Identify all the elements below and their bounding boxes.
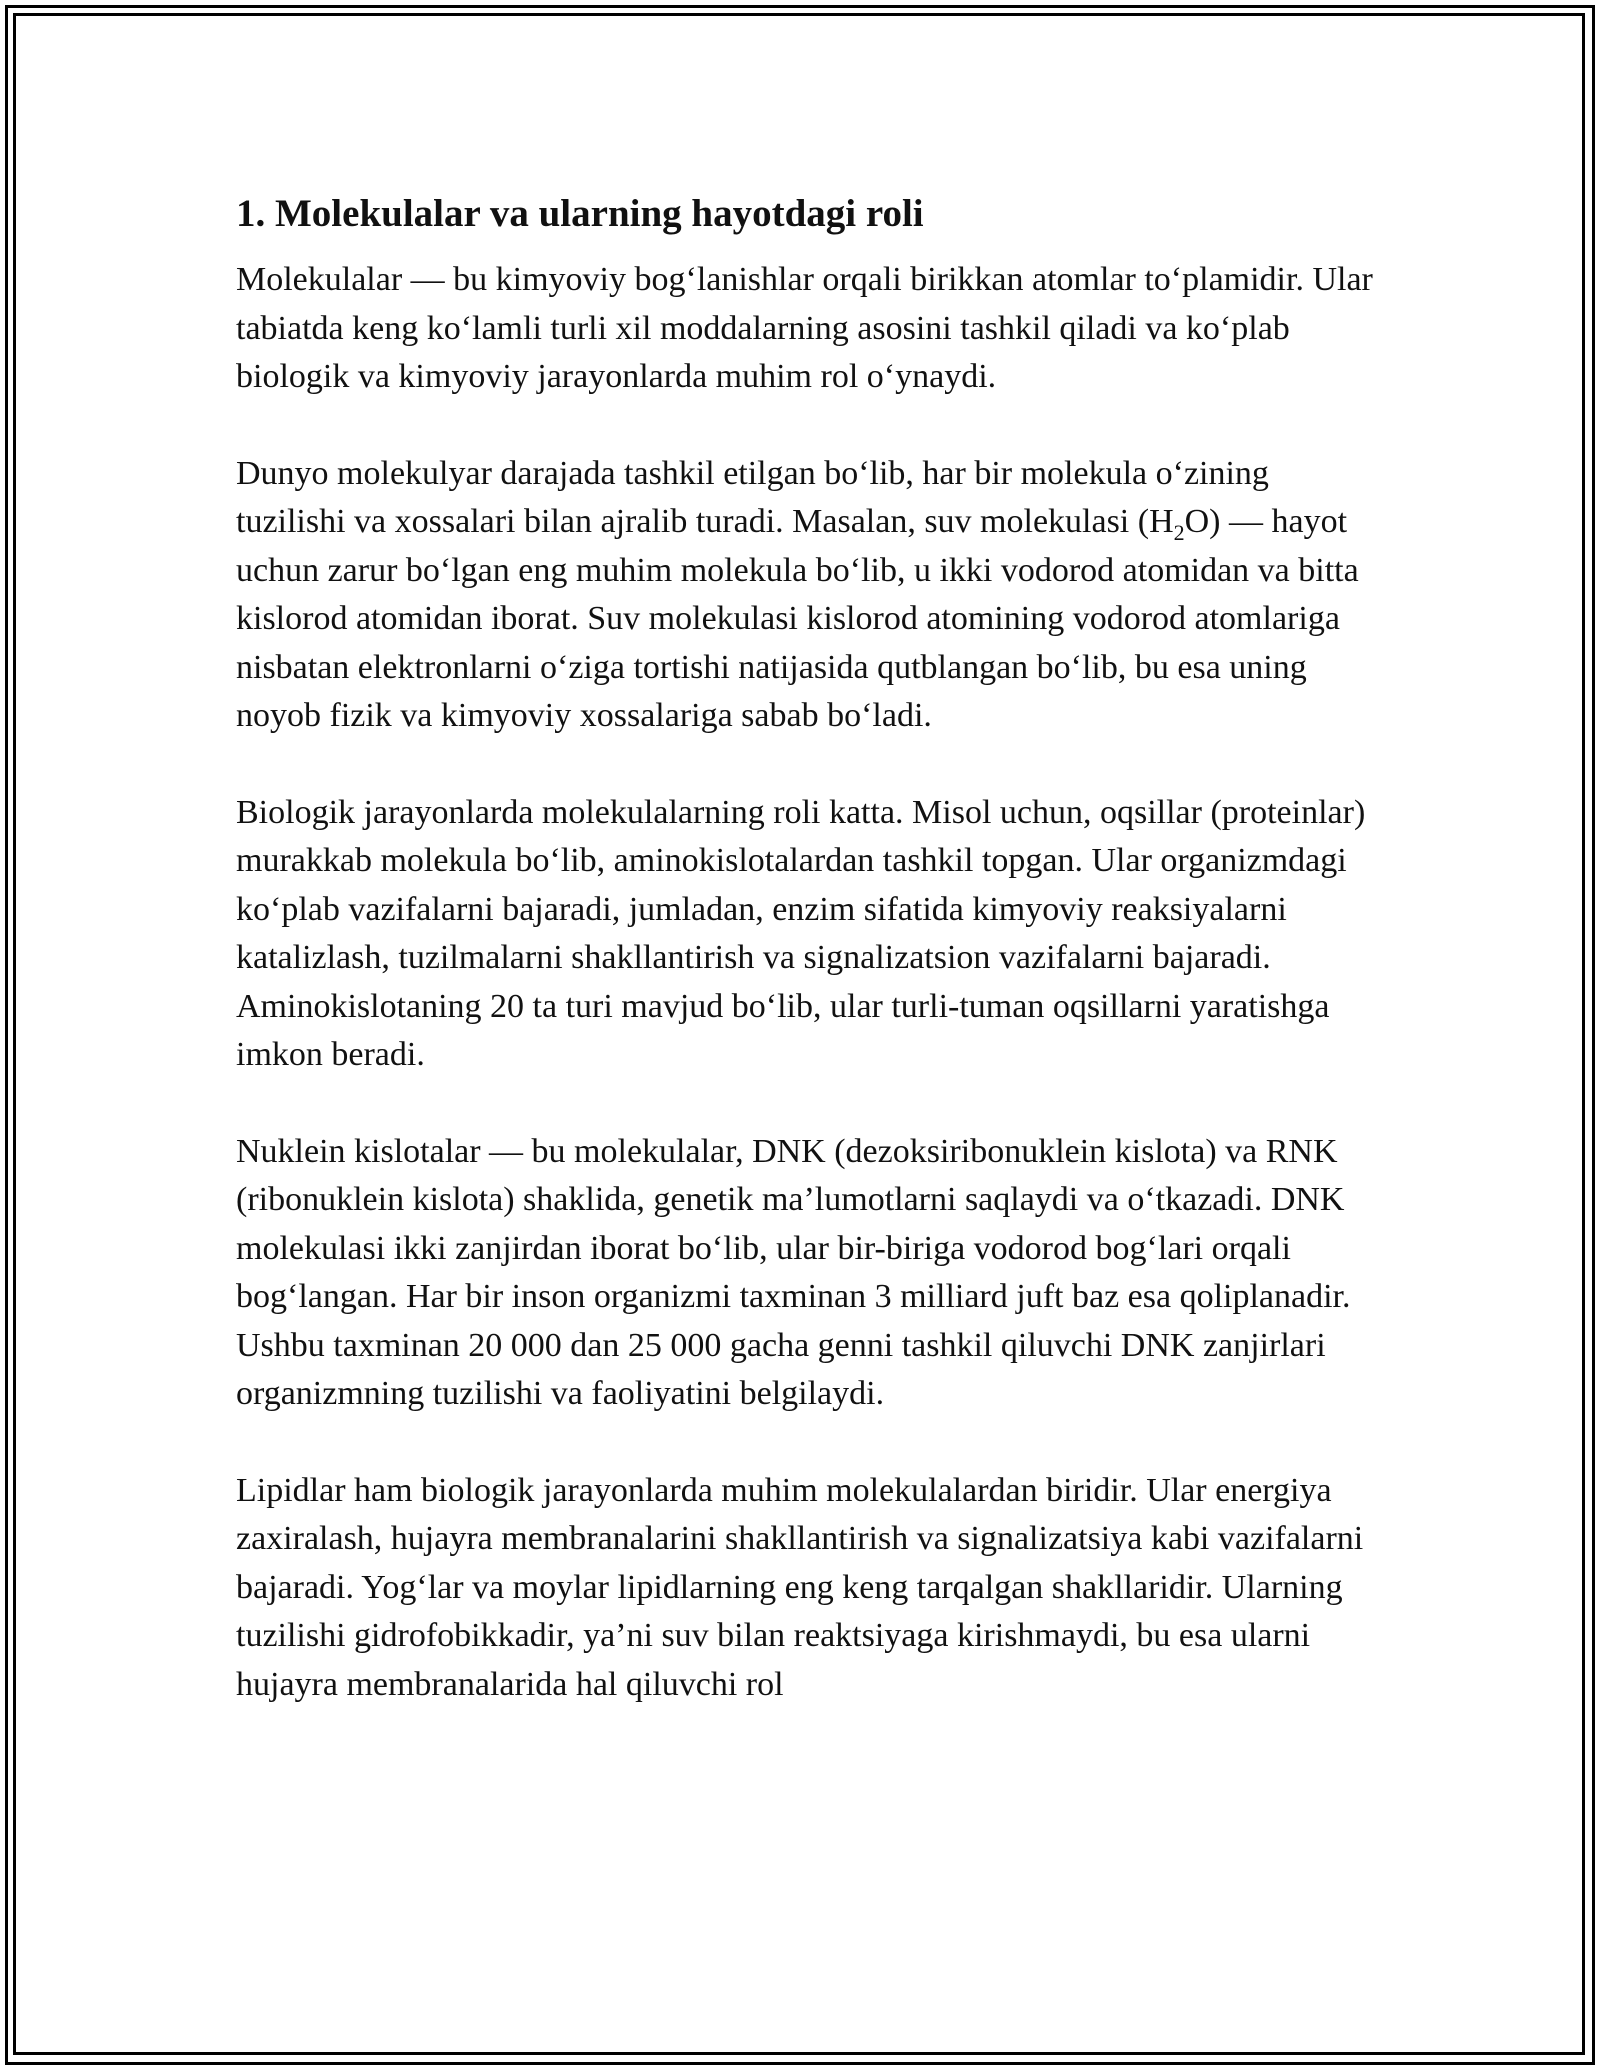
paragraph-water-text-start: Dunyo molekulyar darajada tashkil etilgan bo‘lib, har bir molekula o‘zining tuzilishi va xossalari bilan ajralib turadi. Masalan, suv molekulasi (H [236, 454, 1269, 540]
document-body [236, 182, 1376, 1757]
paragraph-water-text-end: O) — hayot uchun zarur bo‘lgan eng muhim molekula bo‘lib, u ikki vodorod atomidan va bitta kislorod atomidan iborat. Suv molekulasi kislorod atomining vodorod atomlariga nisbatan elektronlarni o‘ziga tortishi natijasida qutblangan bo‘lib, bu esa uning noyob fizik va kimyoviy xossalariga sabab bo‘ladi. [236, 503, 1359, 734]
paragraph-lipids: Lipidlar ham biologik jarayonlarda muhim molekulalardan biridir. Ular energiya zaxiralash, hujayra membranalarini shakllantirish va signalizatsiya kabi vazifalarni bajaradi. Yog‘lar va moylar lipidlarning eng keng tarqalgan shakllaridir. Ularning tuzilishi gidrofobikkadir, ya’ni suv bilan reaktsiyaga kirishmaydi, bu esa ularni hujayra membranalarida hal qiluvchi rol [236, 1471, 1364, 1703]
subscript-2: 2 [1173, 519, 1185, 545]
paragraph-water-molecule [236, 450, 1376, 741]
paragraph-proteins: Biologik jarayonlarda molekulalarning roli katta. Misol uchun, oqsillar (proteinlar) murakkab molekula bo‘lib, aminokislotalardan tashkil topgan. Ular organizmdagi ko‘plab vazifalarni bajaradi, jumladan, enzim sifatida kimyoviy reaksiyalarni katalizlash, tuzilmalarni shakllantirish va signalizatsion vazifalarni bajaradi. Aminokislotaning 20 ta turi mavjud bo‘lib, ular turli-tuman oqsillarni yaratishga imkon beradi. [236, 793, 1366, 1073]
paragraph-nucleic-acids: Nuklein kislotalar — bu molekulalar, DNK (dezoksiribonuklein kislota) va RNK (ribonuklein kislota) shaklida, genetik ma’lumotlarni saqlaydi va o‘tkazadi. DNK molekulasi ikki zanjirdan iborat bo‘lib, ular bir-biriga vodorod bog‘lari orqali bog‘langan. Har bir inson organizmi taxminan 3 milliard juft baz esa qoliplanadir. Ushbu taxminan 20 000 dan 25 000 gacha genni tashkil qiluvchi DNK zanjirlari organizmning tuzilishi va faoliyatini belgilaydi. [236, 1132, 1351, 1412]
section-heading: 1. Molekulalar va ularning hayotdagi roli [236, 192, 924, 235]
paragraph-molecules-definition: Molekulalar — bu kimyoviy bog‘lanishlar orqali birikkan atomlar to‘plamidir. Ular tabiatda keng ko‘lamli turli xil moddalarning asosini tashkil qiladi va ko‘plab biologik va kimyoviy jarayonlarda muhim rol o‘ynaydi. [236, 261, 1373, 395]
